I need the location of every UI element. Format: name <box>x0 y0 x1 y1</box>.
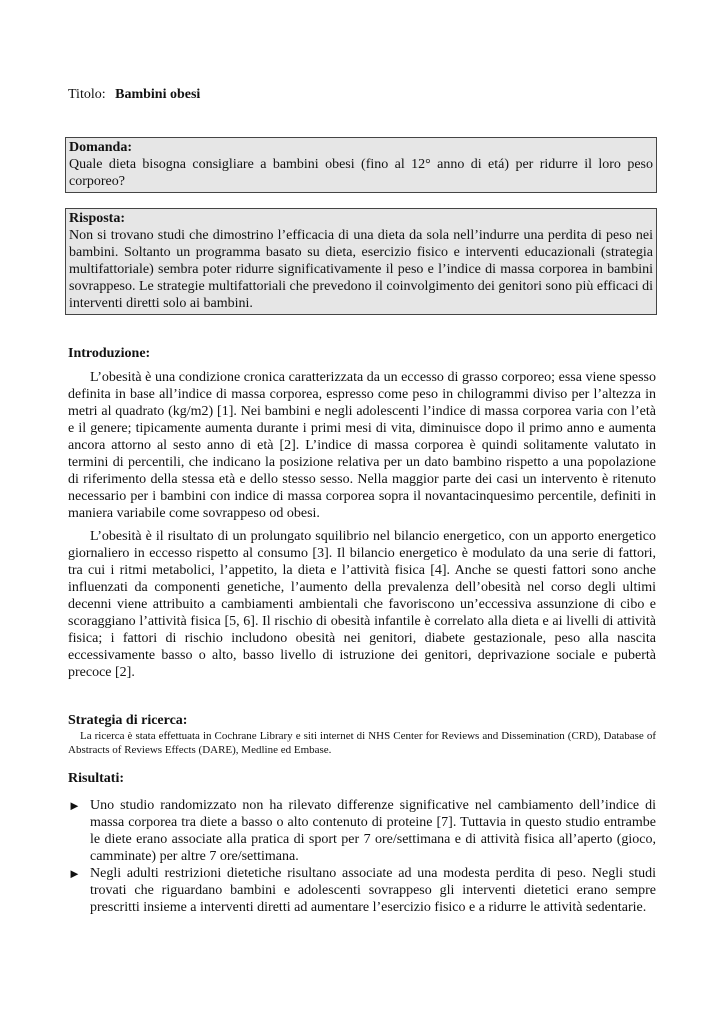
bullet-arrow-icon: ► <box>68 798 81 813</box>
introduction-paragraph: L’obesità è il risultato di un prolungato squilibrio nel bilancio energetico, con un apporto energetico giornaliero in eccesso rispetto al consumo [3]. Il bilancio energetico è modulato da una serie di fattori, tra cui i ritmi metabolici, l’appetito, la dieta e l’attività fisica [4]. Anche se questi fattori sono anche influenzati da componenti genetiche, l’aumento della prevalenza dell’obesità nel corso degli ultimi decenni viene attribuito a cambiamenti ambientali che favoriscono un’eccessiva assunzione di cibo e scoraggiano l’attività fisica [5, 6]. Il rischio di obesità infantile è correlato alla dieta e ai livelli di attività fisica; i fattori di rischio includono obesità nei genitori, diabete gestazionale, peso alla nascita eccessivamente basso o alto, basso livello di istruzione dei genitori, deprivazione sociale e pubertà precoce [2]. <box>68 529 656 680</box>
question-text: Quale dieta bisogna consigliare a bambini obesi (fino al 12° anno di etá) per ridurre il loro peso corporeo? <box>69 157 653 189</box>
results-heading: Risultati: <box>68 771 124 786</box>
results-list <box>68 797 656 916</box>
answer-heading: Risposta: <box>69 211 126 226</box>
bullet-arrow-icon: ► <box>68 866 81 881</box>
result-text: Negli adulti restrizioni dietetiche risultano associate ad una modesta perdita di peso. Negli studi trovati che riguardano bambini e adolescenti sovrappeso gli interventi dietetici erano sempre prescritti insieme a interventi diretti ad aumentare l’esercizio fisico e a ridurre le attività sedentarie. <box>90 866 656 915</box>
introduction-paragraph: L’obesità è una condizione cronica caratterizzata da un eccesso di grasso corporeo; essa viene spesso definita in base all’indice di massa corporea, espresso come peso in chilogrammi diviso per l’altezza in metri al quadrato (kg/m2) [1]. Nei bambini e negli adolescenti l’indice di massa corporea varia con l’età e il genere; tipicamente aumenta durante i primi mesi di vita, diminuisce dopo il primo anno e aumenta ancora attorno al sesto anno di età [2]. L’indice di massa corporea è quindi solitamente valutato in termini di percentili, che indicano la posizione relativa per un dato bambino rispetto a una popolazione di riferimento della stessa età e dello stesso sesso. Nella maggior parte dei casi un intervento è ritenuto necessario per i bambini con indice di massa corporea sopra il novantacinquesimo percentile, definiti in maniera variabile come sovrappeso od obesi. <box>68 370 656 521</box>
strategy-heading: Strategia di ricerca: <box>68 713 188 728</box>
title-line <box>68 86 200 103</box>
introduction-body <box>68 369 656 687</box>
answer-text: Non si trovano studi che dimostrino l’efficacia di una dieta da sola nell’indurre una perdita di peso nei bambini. Soltanto un programma basato su dieta, esercizio fisico e interventi educazionali (strategia multifattoriale) sembra poter ridurre significativamente il peso e l’indice di massa corporea in bambini sovrappeso. Le strategie multifattoriali che prevedono il coinvolgimento dei genitori sono più efficaci di interventi diretti solo ai bambini. <box>69 228 653 311</box>
strategy-text: La ricerca è stata effettuata in Cochrane Library e siti internet di NHS Center for Reviews and Dissemination (CRD), Database of Abstracts of Reviews Effects (DARE), Medline ed Embase. <box>68 730 656 756</box>
list-item <box>68 865 656 916</box>
title-label: Titolo: <box>68 87 106 102</box>
result-text: Uno studio randomizzato non ha rilevato differenze significative nel cambiamento dell’indice di massa corporea tra diete a basso o alto contenuto di proteine [7]. Tuttavia in questo studio entrambe le diete erano associate alla pratica di sport per 7 ore/settimana e di attività fisica all’aperto (gioco, camminate) per altre 7 ore/settimana. <box>90 798 656 864</box>
introduction-heading: Introduzione: <box>68 346 151 361</box>
title-value: Bambini obesi <box>115 87 201 102</box>
list-item <box>68 797 656 865</box>
answer-box <box>65 208 657 315</box>
question-heading: Domanda: <box>69 140 133 155</box>
question-box <box>65 137 657 193</box>
